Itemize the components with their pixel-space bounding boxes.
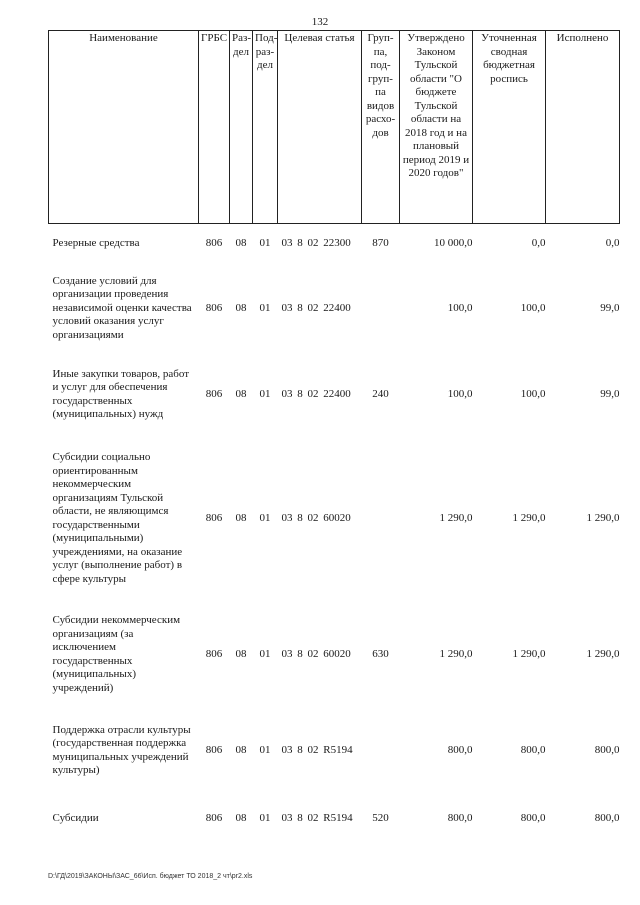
row-approved: 10 000,0: [434, 237, 473, 249]
row-refined: 100,0: [520, 387, 546, 400]
header-subsection: Под-раз-дел: [253, 31, 278, 224]
row-approved: 100,0: [447, 301, 473, 314]
header-refined: Уточненная сводная бюджетная роспись: [473, 31, 546, 224]
row-subsection: 01: [259, 511, 271, 524]
table-row: [49, 436, 620, 602]
row-approved: 800,0: [447, 811, 473, 824]
row-group: [362, 264, 400, 354]
row-group: 870: [372, 237, 389, 249]
row-executed: 99,0: [600, 301, 620, 314]
table-row: [49, 354, 620, 436]
header-grbs: ГРБС: [199, 31, 230, 224]
row-refined: 1 290,0: [512, 647, 546, 660]
row-grbs: 806: [205, 511, 223, 524]
row-target: 03 8 02 60020: [281, 511, 351, 524]
row-section: 08: [235, 387, 247, 400]
row-executed: 1 290,0: [586, 511, 620, 524]
row-target: 03 8 02 22300: [281, 237, 351, 249]
row-grbs: 806: [205, 647, 223, 660]
header-target: Целевая статья: [278, 31, 362, 224]
row-refined: 100,0: [520, 301, 546, 314]
row-target: 03 8 02 R5194: [281, 743, 353, 756]
header-group: Груп-па, под-груп-па видов расхо-дов: [362, 31, 400, 224]
row-grbs: 806: [205, 301, 223, 314]
row-executed: 0,0: [605, 237, 620, 249]
row-section: 08: [235, 743, 247, 756]
row-name: Субсидии некоммерческим организациям (за исключением государственных (муниципальных) учреждений): [52, 614, 181, 694]
row-executed: 99,0: [600, 387, 620, 400]
row-subsection: 01: [259, 647, 271, 660]
row-grbs: 806: [205, 237, 223, 249]
header-approved: Утверждено Законом Тульской области "О бюджете Тульской области на 2018 год и на плановый период 2019 и 2020 годов": [400, 31, 473, 224]
row-grbs: 806: [205, 811, 223, 824]
table-header-row: [49, 31, 620, 224]
row-name: Поддержка отрасли культуры (государственная поддержка муниципальных учреждений культуры): [52, 723, 191, 776]
row-subsection: 01: [259, 387, 271, 400]
row-refined: 800,0: [520, 811, 546, 824]
row-name: Субсидии: [52, 811, 99, 824]
row-approved: 800,0: [447, 743, 473, 756]
row-target: 03 8 02 22400: [281, 301, 351, 314]
row-executed: 800,0: [594, 811, 620, 824]
row-section: 08: [235, 647, 247, 660]
page-number: 132: [311, 16, 329, 28]
table-row: [49, 224, 620, 264]
row-name: Иные закупки товаров, работ и услуг для обеспечения государственных (муниципальных) нужд: [52, 367, 190, 420]
row-group: [362, 436, 400, 602]
row-target: 03 8 02 60020: [281, 647, 351, 660]
row-subsection: 01: [259, 743, 271, 756]
budget-table: [48, 30, 620, 844]
row-name: Создание условий для организации проведения независимой оценки качества условий оказания услуг организациями: [52, 274, 192, 341]
row-approved: 1 290,0: [439, 647, 473, 660]
row-refined: 800,0: [520, 743, 546, 756]
row-subsection: 01: [259, 237, 271, 249]
row-group: 630: [372, 647, 389, 660]
row-name: Резерные средства: [52, 237, 140, 249]
table-row: [49, 264, 620, 354]
row-section: 08: [235, 811, 247, 824]
row-subsection: 01: [259, 301, 271, 314]
row-approved: 1 290,0: [439, 511, 473, 524]
row-group: [362, 708, 400, 794]
row-section: 08: [235, 237, 247, 249]
table-row: [49, 708, 620, 794]
row-approved: 100,0: [447, 387, 473, 400]
row-executed: 800,0: [594, 743, 620, 756]
row-target: 03 8 02 R5194: [281, 811, 353, 824]
table-row: [49, 602, 620, 708]
row-section: 08: [235, 301, 247, 314]
row-name: Субсидии социально ориентированным некоммерческим организациям Тульской области, не являющимся государственными (муниципальными) учреждениями, на оказание услуг (выполнение работ) в сфере культуры: [52, 451, 183, 585]
row-executed: 1 290,0: [586, 647, 620, 660]
header-section: Раз-дел: [230, 31, 253, 224]
row-refined: 0,0: [531, 237, 546, 249]
row-group: 240: [372, 387, 389, 400]
row-group: 520: [372, 811, 389, 824]
header-executed: Исполнено: [546, 31, 620, 224]
row-refined: 1 290,0: [512, 511, 546, 524]
table-row: [49, 794, 620, 844]
row-grbs: 806: [205, 387, 223, 400]
row-target: 03 8 02 22400: [281, 387, 351, 400]
footer-file-path: D:\ГД\2019\ЗАКОНЫ\ЗАС_66\Исп. бюджет ТО 2018_2 чт\pr2.xls: [48, 873, 253, 880]
row-section: 08: [235, 511, 247, 524]
header-name: Наименование: [49, 31, 199, 224]
row-subsection: 01: [259, 811, 271, 824]
row-grbs: 806: [205, 743, 223, 756]
